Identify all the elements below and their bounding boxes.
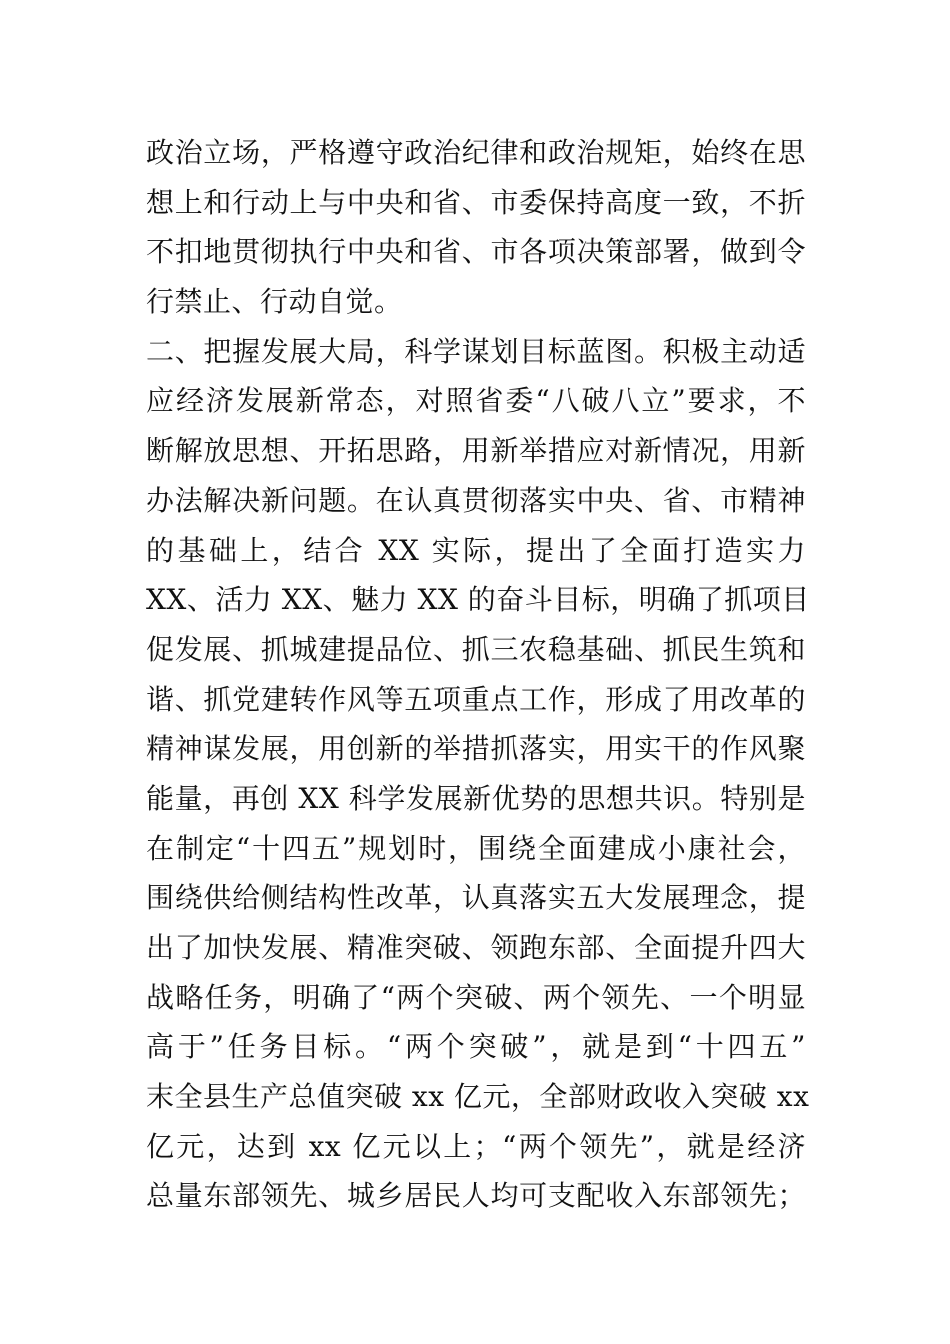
body-text: [146, 128, 810, 1221]
text-line: 行禁止、行动自觉。: [146, 285, 403, 319]
text-line: 的基础上，结合 XX 实际，提出了全面打造实力: [146, 533, 806, 567]
text-line: 谐、抓党建转作风等五项重点工作，形成了用改革的: [146, 682, 806, 716]
text-line: 总量东部领先、城乡居民人均可支配收入东部领先；: [146, 1179, 806, 1213]
text-line: 想上和行动上与中央和省、市委保持高度一致，不折: [146, 185, 806, 219]
text-line: 战略任务，明确了“两个突破、两个领先、一个明显: [146, 980, 806, 1014]
text-line: 断解放思想、开拓思路，用新举措应对新情况，用新: [146, 434, 806, 468]
text-line: 高于”任务目标。“两个突破”，就是到“十四五”: [146, 1030, 806, 1064]
text-line: 在制定“十四五”规划时，围绕全面建成小康社会，: [146, 831, 806, 865]
text-line: 末全县生产总值突破 xx 亿元，全部财政收入突破 xx: [146, 1080, 810, 1114]
text-line: XX、活力 XX、魅力 XX 的奋斗目标，明确了抓项目: [146, 583, 810, 617]
text-line: 能量，再创 XX 科学发展新优势的思想共识。特别是: [146, 781, 806, 815]
text-line: 办法解决新问题。在认真贯彻落实中央、省、市精神: [146, 483, 806, 517]
text-line: 亿元，达到 xx 亿元以上；“两个领先”，就是经济: [146, 1129, 806, 1163]
section-heading-line: 二、把握发展大局，科学谋划目标蓝图。积极主动适: [146, 334, 806, 368]
text-line: 促发展、抓城建提品位、抓三农稳基础、抓民生筑和: [146, 632, 806, 666]
text-line: 出了加快发展、精准突破、领跑东部、全面提升四大: [146, 931, 806, 964]
text-line: 围绕供给侧结构性改革，认真落实五大发展理念，提: [146, 881, 806, 915]
text-line: 精神谋发展，用创新的举措抓落实，用实干的作风聚: [146, 732, 806, 766]
text-line: 不扣地贯彻执行中央和省、市各项决策部署，做到令: [146, 235, 806, 269]
text-line: 政治立场，严格遵守政治纪律和政治规矩，始终在思: [146, 136, 806, 169]
text-line: 应经济发展新常态，对照省委“八破八立”要求，不: [146, 384, 806, 418]
